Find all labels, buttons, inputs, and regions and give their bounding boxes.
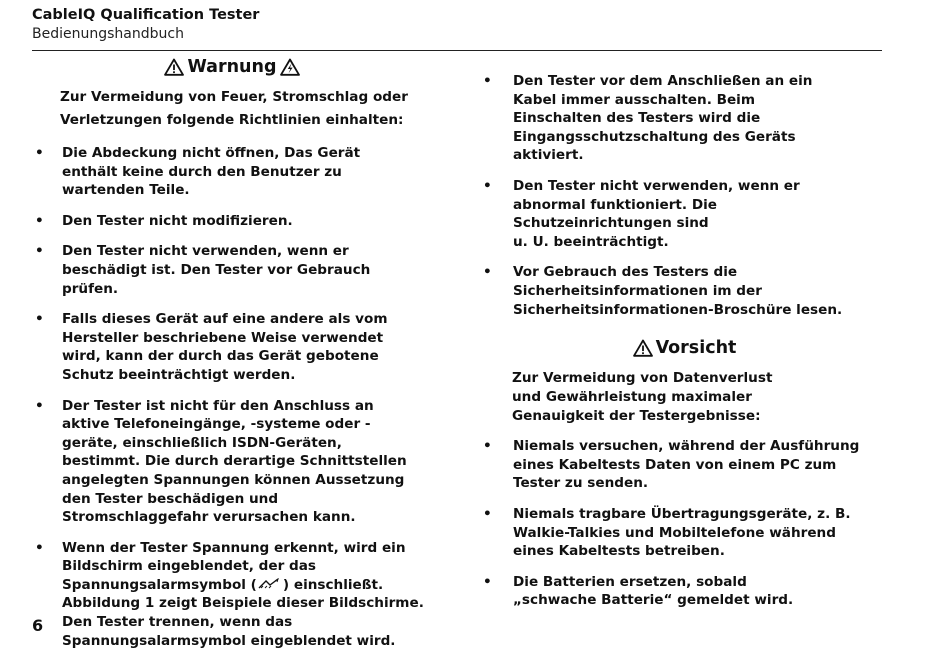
item-line: eines Kabeltests Daten von einem PC zum bbox=[513, 456, 837, 473]
list-item bbox=[32, 310, 432, 384]
caution-intro bbox=[478, 369, 888, 426]
bullet: • bbox=[35, 243, 44, 260]
item-line: Den Tester nicht modifizieren. bbox=[62, 212, 293, 229]
warning-triangle-icon bbox=[164, 58, 184, 76]
item-line: Walkie-Talkies und Mobiltelefone während bbox=[513, 524, 836, 541]
caution-intro-line: Zur Vermeidung von Datenverlust bbox=[512, 370, 773, 387]
bullet: • bbox=[35, 311, 44, 328]
item-line: bestimmt. Die durch derartige Schnittstellen bbox=[62, 453, 407, 470]
list-item bbox=[32, 539, 432, 651]
list-item bbox=[32, 212, 432, 231]
item-line: Sicherheitsinformationen-Broschüre lesen. bbox=[513, 301, 843, 318]
item-line: aktiviert. bbox=[513, 147, 584, 164]
bullet: • bbox=[35, 145, 44, 161]
item-line bbox=[62, 576, 432, 595]
bullet: • bbox=[35, 539, 44, 556]
item-line: Der Tester ist nicht für den Anschluss an bbox=[62, 397, 374, 414]
bullet: • bbox=[483, 505, 492, 522]
caution-triangle-icon bbox=[633, 339, 653, 357]
item-line: Vor Gebrauch des Testers die bbox=[513, 264, 738, 281]
item-line: Niemals versuchen, während der Ausführung bbox=[513, 438, 860, 455]
item-line: Kabel immer ausschalten. Beim bbox=[513, 91, 755, 108]
item-line: Bildschirm eingeblendet, der das bbox=[62, 558, 317, 575]
page-number: 6 bbox=[32, 616, 44, 635]
item-line: Stromschlaggefahr verursachen kann. bbox=[62, 509, 356, 526]
item-line: Sicherheitsinformationen im der bbox=[513, 282, 762, 299]
item-line: Wenn der Tester Spannung erkennt, wird ein bbox=[62, 539, 406, 556]
bullet: • bbox=[483, 264, 492, 281]
list-item bbox=[478, 437, 888, 493]
item-line: Den Tester vor dem Anschließen an ein bbox=[513, 73, 813, 89]
item-line: Einschalten des Testers wird die bbox=[513, 110, 761, 127]
item-line: wird, kann der durch das Gerät gebotene bbox=[62, 348, 379, 365]
warning-intro-line: Verletzungen folgende Richtlinien einhalten: bbox=[60, 112, 404, 128]
item-text: ) einschließt. bbox=[282, 576, 384, 593]
list-item bbox=[478, 505, 888, 561]
voltage-alarm-icon bbox=[257, 578, 283, 590]
warning-triangle-icon bbox=[280, 58, 300, 76]
item-line: „schwache Batterie“ gemeldet wird. bbox=[513, 592, 794, 609]
item-line: Die Batterien ersetzen, sobald bbox=[513, 573, 747, 590]
list-item bbox=[478, 72, 888, 165]
caution-list bbox=[478, 437, 888, 610]
caution-intro-line: Genauigkeit der Testergebnisse: bbox=[512, 408, 761, 425]
document-title: CableIQ Qualification Tester bbox=[32, 7, 260, 23]
item-line: angelegten Spannungen können Aussetzung bbox=[62, 471, 405, 488]
item-line: enthält keine durch den Benutzer zu bbox=[62, 163, 342, 180]
list-item bbox=[32, 397, 432, 527]
left-column bbox=[32, 56, 432, 662]
caution-heading bbox=[478, 337, 888, 359]
bullet: • bbox=[483, 573, 492, 590]
bullet: • bbox=[35, 212, 44, 229]
bullet: • bbox=[483, 177, 492, 194]
header-divider bbox=[32, 50, 882, 51]
caution-intro-line: und Gewährleistung maximaler bbox=[512, 389, 752, 406]
caution-heading-text: Vorsicht bbox=[655, 338, 737, 359]
warning-heading-text: Warnung bbox=[187, 57, 277, 77]
item-line: Abbildung 1 zeigt Beispiele dieser Bildschirme. bbox=[62, 595, 424, 612]
item-line: Schutzeinrichtungen sind bbox=[513, 215, 709, 232]
item-line: Den Tester nicht verwenden, wenn er bbox=[513, 177, 800, 194]
item-line: Die Abdeckung nicht öffnen, Das Gerät bbox=[62, 145, 361, 161]
item-line: geräte, einschließlich ISDN-Geräten, bbox=[62, 434, 342, 451]
right-column bbox=[478, 56, 888, 622]
item-line: Spannungsalarmsymbol eingeblendet wird. bbox=[62, 632, 396, 649]
item-line: Tester zu senden. bbox=[513, 475, 649, 492]
item-line: beschädigt ist. Den Tester vor Gebrauch bbox=[62, 261, 371, 278]
list-item bbox=[32, 144, 432, 200]
item-line: den Tester beschädigen und bbox=[62, 490, 279, 507]
item-text: Spannungsalarmsymbol ( bbox=[62, 576, 257, 593]
item-line: Hersteller beschriebene Weise verwendet bbox=[62, 329, 384, 346]
item-line: abnormal funktioniert. Die bbox=[513, 196, 717, 213]
item-line: Schutz beeinträchtigt werden. bbox=[62, 366, 296, 383]
page-header bbox=[32, 6, 894, 44]
item-line: u. U. beeinträchtigt. bbox=[513, 233, 669, 250]
document-subtitle: Bedienungshandbuch bbox=[32, 26, 184, 42]
list-item bbox=[478, 573, 888, 610]
warning-intro-line: Zur Vermeidung von Feuer, Stromschlag oder bbox=[60, 89, 408, 105]
list-item bbox=[478, 263, 888, 319]
item-line: wartenden Teile. bbox=[62, 182, 190, 199]
item-line: Eingangsschutzschaltung des Geräts bbox=[513, 128, 796, 145]
item-line: Falls dieses Gerät auf eine andere als vom bbox=[62, 311, 388, 328]
warning-list-continued bbox=[478, 72, 888, 319]
item-line: Niemals tragbare Übertragungsgeräte, z. B. bbox=[513, 505, 851, 522]
item-line: eines Kabeltests betreiben. bbox=[513, 543, 725, 560]
list-item bbox=[478, 177, 888, 251]
item-line: Den Tester trennen, wenn das bbox=[62, 614, 293, 631]
item-line: prüfen. bbox=[62, 280, 119, 297]
item-line: Den Tester nicht verwenden, wenn er bbox=[62, 243, 349, 260]
list-item bbox=[32, 242, 432, 298]
warning-heading bbox=[32, 56, 432, 78]
item-line: aktive Telefoneingänge, -systeme oder - bbox=[62, 416, 371, 433]
bullet: • bbox=[483, 438, 492, 455]
warning-list bbox=[32, 144, 432, 650]
bullet: • bbox=[35, 397, 44, 414]
bullet: • bbox=[483, 73, 492, 89]
warning-intro bbox=[32, 86, 432, 132]
